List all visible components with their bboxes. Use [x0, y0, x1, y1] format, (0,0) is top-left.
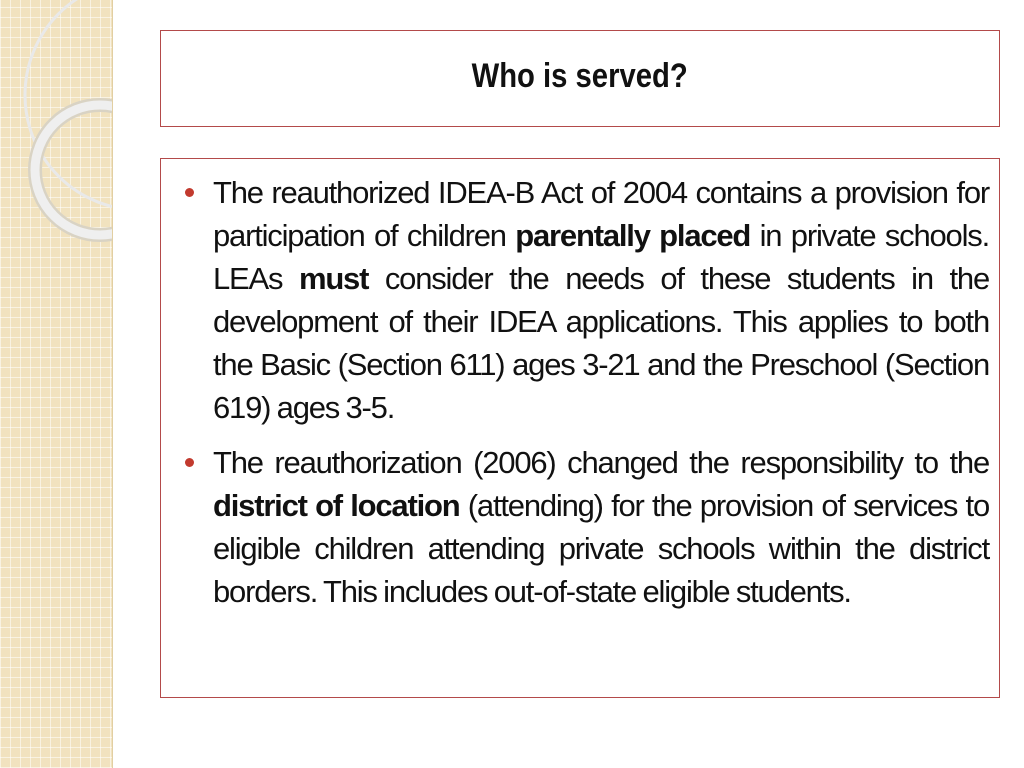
decorative-side-strip — [0, 0, 113, 768]
text-segment: consider the needs of these students in the development of their IDEA applications. This applies to both the Basic (Section 611) ages 3-21 and the Preschool (Section 619) ages 3-5. — [213, 261, 989, 425]
content-box — [160, 158, 1000, 698]
bullet-text — [213, 445, 989, 609]
text-segment: The reauthorization (2006) changed the responsibility to the — [213, 445, 989, 480]
text-segment: in private schools. LEAs — [213, 218, 989, 296]
bullet-dot-icon — [185, 458, 194, 467]
bullet-item — [161, 171, 989, 429]
text-segment: The reauthorized IDEA-B Act of 2004 contains a provision for participation of children — [213, 175, 989, 253]
text-segment-bold: must — [298, 261, 369, 296]
bullet-list — [161, 171, 989, 613]
slide-title: Who is served? — [471, 57, 689, 95]
text-segment-bold: district of location — [213, 488, 460, 523]
bullet-item — [161, 441, 989, 613]
text-segment: (attending) for the provision of services to eligible children attending private schools within the district borders. This includes out-of-state eligible students. — [213, 488, 989, 609]
text-segment-bold: parentally placed — [515, 218, 751, 253]
title-box — [160, 30, 1000, 127]
bullet-text — [213, 175, 989, 425]
decorative-arcs — [0, 0, 112, 768]
bullet-dot-icon — [185, 188, 194, 197]
